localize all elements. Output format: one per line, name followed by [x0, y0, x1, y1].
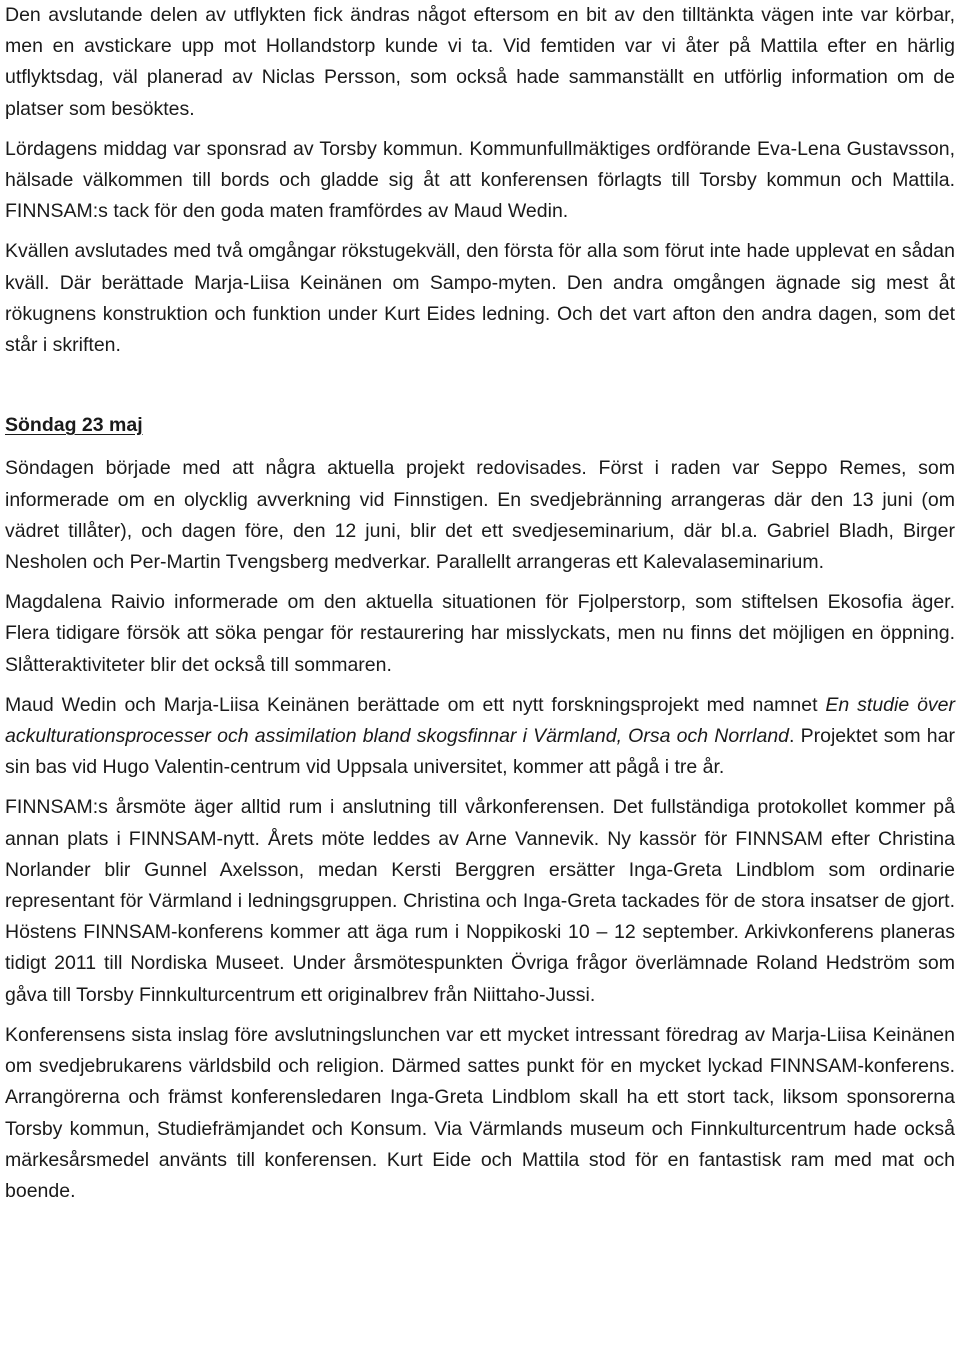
- section-heading-sunday: Söndag 23 maj: [5, 414, 143, 437]
- paragraph-excursion-end: Den avslutande delen av utflykten fick ändras något eftersom en bit av den tilltänkta vägen inte var körbar, men en avstickare upp mot Hollandstorp kunde vi ta. Vid femtiden var vi åter på Mattila efter en härlig utflyktsdag, väl planerad av Niclas Persson, som också hade sammanställt en utförlig information om de platser som besöktes.: [5, 4, 955, 120]
- paragraph-saturday-dinner: Lördagens middag var sponsrad av Torsby kommun. Kommunfullmäktiges ordförande Eva-Lena Gustavsson, hälsade välkommen till bords och gladde sig åt att konferensen förlagts till Torsby kommun och Mattila. FINNSAM:s tack för den goda maten framfördes av Maud Wedin.: [5, 137, 955, 223]
- paragraph-conference-closing: Konferensens sista inslag före avslutningslunchen var ett mycket intressant föredrag av Marja-Liisa Keinänen om svedjebrukarens världsbild och religion. Därmed sattes punkt för en mycket lyckad FINNSAM-konferens. Arrangörerna och främst konferensledaren Inga-Greta Lindblom skall ha ett stort tack, liksom sponsorerna Torsby kommun, Studiefrämjandet och Konsum. Via Värmlands museum och Finnkulturcentrum hade också märkesårsmedel använts till konferensen. Kurt Eide och Mattila stod för en fantastisk ram med mat och boende.: [5, 1023, 955, 1202]
- paragraph-annual-meeting: FINNSAM:s årsmöte äger alltid rum i anslutning till vårkonferensen. Det fullständiga protokollet kommer på annan plats i FINNSAM-nytt. Årets möte leddes av Arne Vannevik. Ny kassör för FINNSAM efter Christina Norlander blir Gunnel Axelsson, medan Kersti Berggren ersätter Inga-Greta Lindblom som ordinarie representant för Värmland i ledningsgruppen. Christina och Inga-Greta tackades för de stora insatser de gjort. Höstens FINNSAM-konferens kommer att äga rum i Noppikoski 10 – 12 september. Arkivkonferens planeras tidigt 2011 till Nordiska Museet. Under årsmötespunkten Övriga frågor överlämnade Roland Hedström som gåva till Torsby Finnkulturcentrum ett originalbrev från Niittaho-Jussi.: [5, 796, 955, 1006]
- research-details-text: . Projektet som har sin bas vid Hugo Valentin-centrum vid Uppsala universitet, kommer att pågå i tre år.: [5, 725, 955, 779]
- document-page: [5, 0, 955, 1207]
- research-intro-text: Maud Wedin och Marja-Liisa Keinänen berättade om ett nytt forskningsprojekt med namnet: [5, 693, 826, 716]
- paragraph-research-project: [5, 690, 955, 784]
- paragraph-projects: Söndagen började med att några aktuella projekt redovisades. Först i raden var Seppo Remes, som informerade om en olycklig avverkning vid Finnstigen. En svedjebränning arrangeras där den 13 juni (om vädret tillåter), och dagen före, den 12 juni, blir det ett svedjeseminarium, där bl.a. Gabriel Bladh, Birger Nesholen och Per-Martin Tvengsberg medverkar. Parallellt arrangeras ett Kalevalaseminarium.: [5, 457, 955, 574]
- research-project-title: En studie över ackulturationsprocesser och assimilation bland skogsfinnar i Värmland, Orsa och Norrland: [5, 693, 955, 748]
- paragraph-evening-smokehut: Kvällen avslutades med två omgångar rökstugekväll, den första för alla som förut inte hade upplevat en sådan kväll. Där berättade Marja-Liisa Keinänen om Sampo-myten. Den andra omgången ägnade sig mest åt rökugnens konstruktion och funktion under Kurt Eides ledning. Och det vart afton den andra dagen, som det står i skriften.: [5, 240, 955, 357]
- paragraph-fjolperstorp: Magdalena Raivio informerade om den aktuella situationen för Fjolperstorp, som stiftelsen Ekosofia äger. Flera tidigare försök att söka pengar för restaurering har misslyckats, men nu finns det möjligen en öppning. Slåtteraktiviteter blir det också till sommaren.: [5, 591, 955, 676]
